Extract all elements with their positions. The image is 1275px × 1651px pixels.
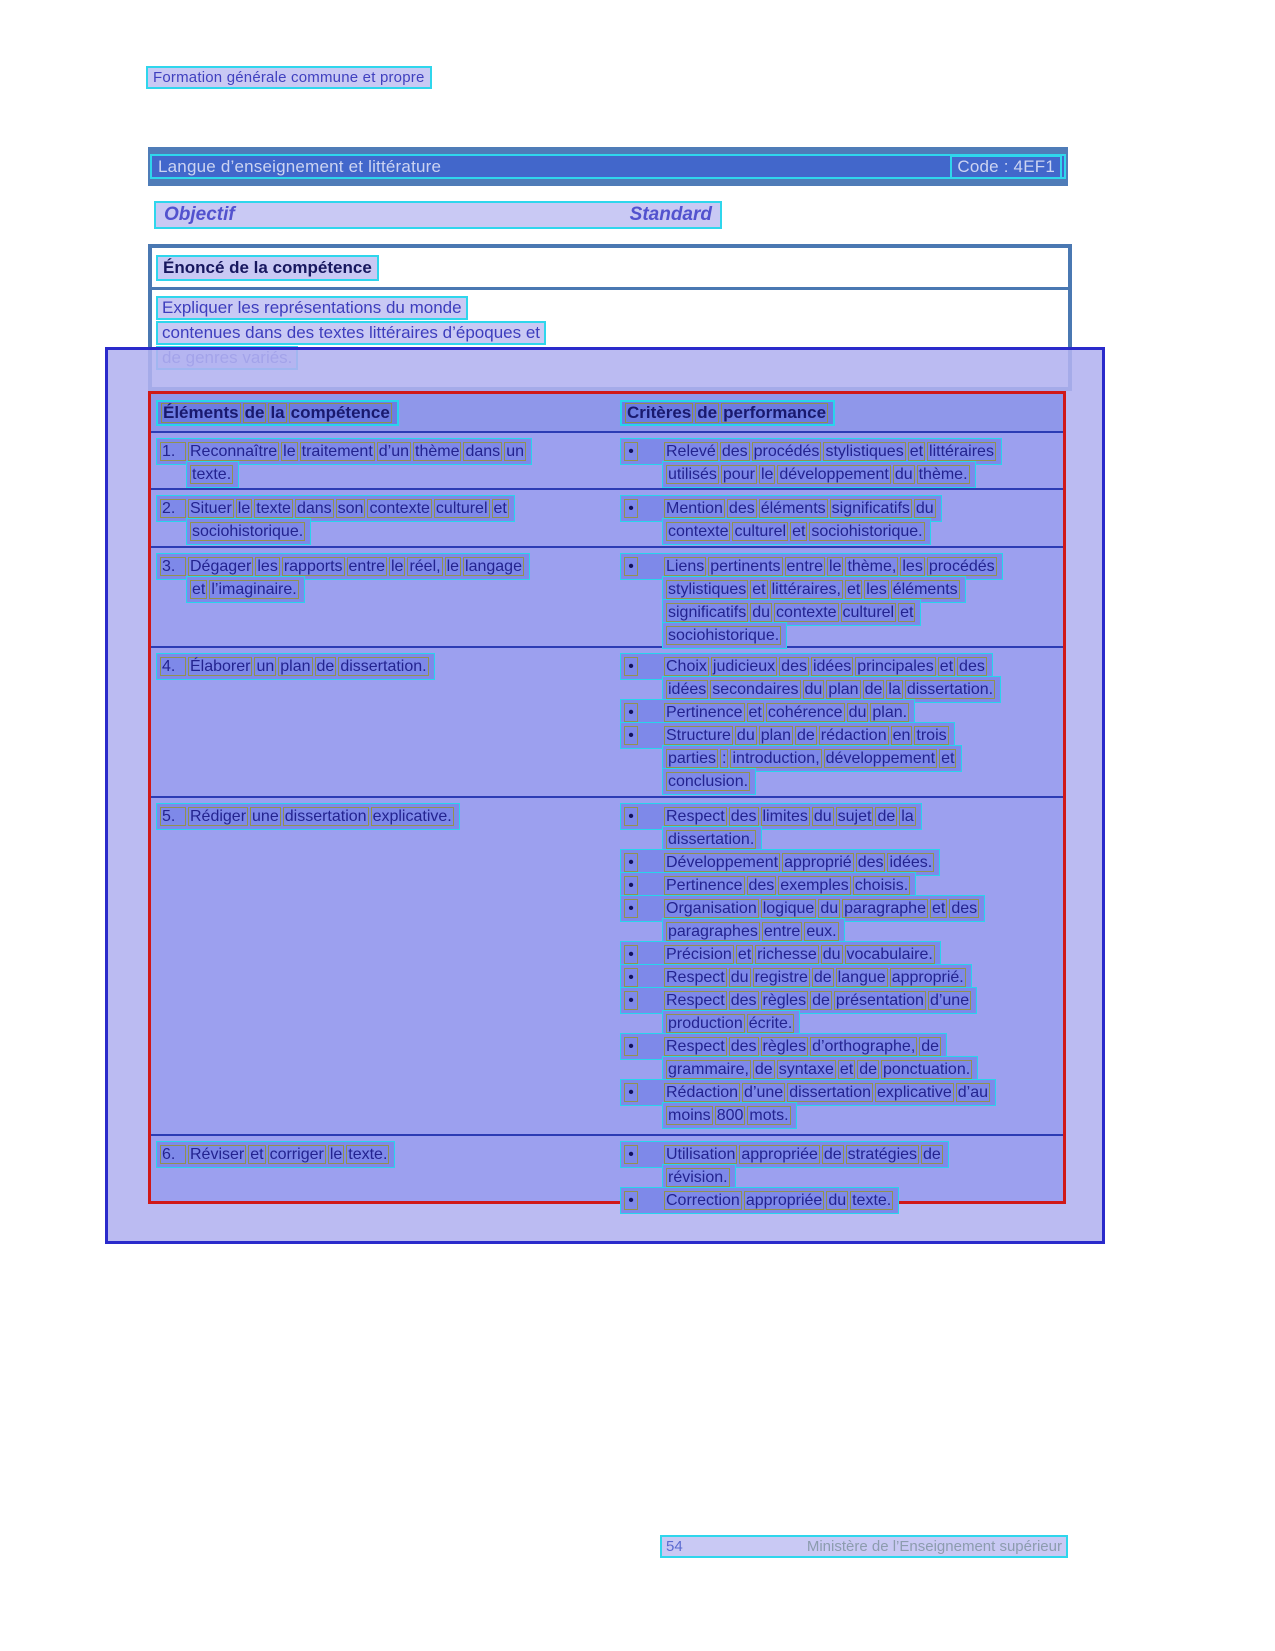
word: d’une	[929, 992, 970, 1009]
criteria-line-wrap	[620, 495, 1063, 518]
word: le	[283, 443, 296, 460]
word: du	[822, 946, 841, 963]
word: trois	[916, 727, 947, 744]
item-number: 3.	[160, 557, 186, 576]
word: conclusion.	[668, 773, 749, 790]
word: stylistiques	[825, 443, 904, 460]
word: et	[748, 704, 762, 721]
word: la	[901, 808, 914, 825]
word: pour	[722, 466, 755, 483]
criteria-line-wrap	[620, 964, 1063, 987]
word: Respect	[666, 969, 725, 986]
bullet-icon: •	[624, 1083, 638, 1102]
word: utilisés	[668, 466, 717, 483]
element-line	[156, 653, 435, 680]
word: un	[256, 658, 275, 675]
criteria-line-wrap	[620, 438, 1063, 461]
word: corriger	[269, 1146, 324, 1163]
word: de	[813, 969, 832, 986]
word: Liens	[666, 558, 705, 575]
bullet-icon: •	[624, 1191, 638, 1210]
word: culturel	[435, 500, 488, 517]
criteria-line-wrap	[620, 722, 1063, 745]
word: de	[812, 992, 830, 1009]
word: thème,	[847, 558, 897, 575]
word: plan	[760, 727, 791, 744]
word: sujet	[837, 808, 872, 825]
criteria-line	[662, 622, 787, 649]
word: explicative	[877, 1084, 952, 1101]
word: et	[792, 523, 806, 540]
word: une	[252, 808, 279, 825]
bullet-icon: •	[624, 1145, 638, 1164]
criteria-line	[620, 1187, 899, 1214]
bullet-icon: •	[624, 807, 638, 826]
word: limites	[762, 808, 808, 825]
word: idées.	[889, 854, 933, 871]
word: et	[939, 658, 954, 675]
word: l’imaginaire.	[211, 581, 297, 598]
word: Dégager	[190, 558, 252, 575]
word: 800	[716, 1107, 744, 1124]
word: développement	[825, 750, 936, 767]
criteria-line-wrap	[620, 1033, 1063, 1056]
word: texte	[256, 500, 291, 517]
word: du	[736, 727, 755, 744]
enonce-line: contenues dans des textes littéraires d’époques et	[156, 321, 546, 345]
word: Mention	[666, 500, 723, 517]
word: du	[820, 900, 839, 917]
word: appropriée	[745, 1192, 823, 1209]
word: la	[270, 402, 285, 422]
word: révision.	[668, 1169, 728, 1186]
word: littéraires,	[771, 581, 841, 598]
word: le	[760, 466, 774, 483]
word: paragraphe	[844, 900, 926, 917]
word: appropriée	[741, 1146, 818, 1163]
table-row	[151, 1134, 1063, 1210]
word: dissertation.	[340, 658, 427, 675]
section-title: Langue d’enseignement et littérature	[158, 156, 442, 176]
word: culturel	[734, 523, 787, 540]
element-cell	[151, 438, 618, 488]
element-cell	[151, 803, 618, 1134]
criteria-cell	[618, 653, 1063, 796]
enonce-line: Expliquer les représentations du monde	[156, 296, 468, 320]
word: Relevé	[666, 443, 716, 460]
criteria-line-wrap	[620, 803, 1063, 826]
word: Réviser	[190, 1146, 245, 1163]
word: présentation	[835, 992, 924, 1009]
criteria-line-wrap	[662, 745, 1063, 768]
word: du	[848, 704, 867, 721]
element-cell	[151, 553, 618, 646]
table-row	[151, 431, 1063, 488]
word: de	[697, 402, 718, 422]
criteria-line-wrap	[620, 941, 1063, 964]
word: Critères	[627, 402, 692, 422]
word: d’un	[378, 443, 410, 460]
criteria-line	[662, 768, 756, 795]
word: des	[781, 658, 807, 675]
criteria-cell	[618, 438, 1063, 488]
word: Organisation	[666, 900, 757, 917]
word: les	[866, 581, 887, 598]
word: eux.	[806, 923, 837, 940]
word: texte.	[192, 466, 232, 483]
word: secondaires	[712, 681, 799, 698]
document-category-label: Formation générale commune et propre	[146, 66, 432, 89]
word: mots.	[749, 1107, 789, 1124]
table-rows	[151, 431, 1063, 1210]
bullet-icon: •	[624, 499, 638, 518]
element-line	[156, 1141, 395, 1168]
word: dissertation	[284, 808, 367, 825]
word: stylistiques	[668, 581, 747, 598]
word: contexte	[369, 500, 430, 517]
word: de	[754, 1061, 773, 1078]
item-number: 2.	[160, 499, 186, 518]
word: et	[839, 1061, 854, 1078]
word: Développement	[666, 854, 779, 871]
word: et	[192, 581, 206, 598]
word: de	[796, 727, 815, 744]
objectif-standard-strip	[154, 201, 722, 229]
word: traitement	[301, 443, 373, 460]
bullet-icon: •	[624, 853, 638, 872]
word: de	[244, 402, 265, 422]
criteria-line-wrap	[662, 461, 1063, 484]
bullet-icon: •	[624, 442, 638, 461]
bullet-icon: •	[624, 557, 638, 576]
ministry-label: Ministère de l’Enseignement supérieur	[806, 1538, 1062, 1555]
word: Utilisation	[666, 1146, 736, 1163]
criteria-line	[662, 1102, 797, 1129]
criteres-header-cell	[618, 400, 1063, 426]
word: le	[828, 558, 842, 575]
word: grammaire,	[668, 1061, 749, 1078]
word: entre	[786, 558, 823, 575]
bullet-icon: •	[624, 945, 638, 964]
word: choisis.	[854, 877, 909, 894]
standard-label: Standard	[629, 204, 712, 225]
word: un	[506, 443, 524, 460]
bullet-icon: •	[624, 703, 638, 722]
word: des	[748, 877, 775, 894]
word: et	[900, 604, 914, 621]
word: le	[391, 558, 404, 575]
section-header-line	[150, 154, 1066, 179]
word: plan	[280, 658, 311, 675]
word: moins	[668, 1107, 711, 1124]
word: texte.	[348, 1146, 388, 1163]
word: significatifs	[668, 604, 747, 621]
word: les	[902, 558, 923, 575]
word: éléments	[892, 581, 958, 598]
word: Rédiger	[190, 808, 247, 825]
word: de	[316, 658, 335, 675]
word: sociohistorique.	[668, 627, 780, 644]
word: des	[721, 443, 748, 460]
item-number: 6.	[160, 1145, 186, 1164]
table-row	[151, 796, 1063, 1134]
word: vocabulaire.	[846, 946, 933, 963]
word: et	[737, 946, 752, 963]
word: sociohistorique.	[192, 523, 304, 540]
word: des	[951, 900, 978, 917]
criteria-line	[662, 518, 931, 545]
word: idées	[812, 658, 852, 675]
criteria-line-wrap	[620, 987, 1063, 1010]
word: dissertation.	[906, 681, 994, 698]
bullet-icon: •	[624, 991, 638, 1010]
word: règles	[762, 1038, 807, 1055]
word: son	[337, 500, 364, 517]
word: judicieux	[712, 658, 776, 675]
word: règles	[762, 992, 807, 1009]
word: Élaborer	[190, 658, 251, 675]
word: rapports	[283, 558, 343, 575]
criteria-line-wrap	[662, 576, 1063, 599]
word: des	[730, 1038, 757, 1055]
word: des	[730, 808, 757, 825]
criteria-cell	[618, 803, 1063, 1134]
elements-header	[156, 400, 399, 426]
word: Rédaction	[666, 1084, 739, 1101]
word: du	[813, 808, 832, 825]
word: de	[921, 1038, 940, 1055]
criteria-line-wrap	[620, 1079, 1063, 1102]
page-footer	[660, 1535, 1068, 1558]
word: réel,	[409, 558, 441, 575]
bullet-icon: •	[624, 726, 638, 745]
word: d’une	[744, 1084, 784, 1101]
word: performance	[723, 402, 827, 422]
word: Respect	[666, 808, 725, 825]
word: de	[923, 1146, 941, 1163]
element-line	[186, 518, 311, 545]
word: et	[250, 1146, 264, 1163]
bullet-icon: •	[624, 968, 638, 987]
word: exemples	[780, 877, 849, 894]
word: du	[804, 681, 823, 698]
word: du	[915, 500, 934, 517]
word: richesse	[757, 946, 817, 963]
course-code: Code : 4EF1	[950, 155, 1062, 179]
word: du	[730, 969, 749, 986]
criteria-line-wrap	[662, 518, 1063, 541]
word: écrite.	[748, 1015, 793, 1032]
word: du	[752, 604, 771, 621]
word: stratégies	[847, 1146, 918, 1163]
word: pertinents	[710, 558, 781, 575]
criteria-line-wrap	[662, 676, 1063, 699]
criteria-line-wrap	[662, 599, 1063, 622]
word: principales	[857, 658, 934, 675]
word: dans	[465, 443, 501, 460]
element-cell	[151, 1141, 618, 1210]
criteria-line-wrap	[620, 1187, 1063, 1210]
word: développement	[779, 466, 889, 483]
word: introduction,	[732, 750, 820, 767]
word: explicative.	[372, 808, 452, 825]
word: plan	[828, 681, 859, 698]
section-header-bar	[148, 147, 1068, 186]
bullet-icon: •	[624, 876, 638, 895]
word: et	[752, 581, 766, 598]
word: le	[237, 500, 251, 517]
word: paragraphes	[668, 923, 758, 940]
word: de	[864, 681, 883, 698]
enonce-title-row	[152, 248, 1068, 290]
word: du	[894, 466, 913, 483]
word: littéraires	[929, 443, 994, 460]
word: et	[941, 750, 955, 767]
word: Précision	[666, 946, 732, 963]
word: la	[888, 681, 901, 698]
element-line-wrap	[156, 803, 618, 826]
word: contexte	[776, 604, 837, 621]
criteria-line-wrap	[620, 872, 1063, 895]
word: significatifs	[831, 500, 910, 517]
criteria-line	[662, 461, 976, 488]
word: dissertation	[789, 1084, 872, 1101]
competence-table	[148, 391, 1066, 1209]
word: le	[446, 558, 460, 575]
word: production	[668, 1015, 743, 1032]
element-cell	[151, 495, 618, 546]
word: du	[828, 1192, 847, 1209]
element-line	[186, 576, 305, 603]
word: ponctuation.	[882, 1061, 971, 1078]
word: des	[728, 500, 755, 517]
table-row	[151, 646, 1063, 796]
word: Choix	[666, 658, 707, 675]
elements-header-cell	[151, 400, 618, 426]
criteria-cell	[618, 495, 1063, 546]
word: Situer	[190, 500, 232, 517]
objectif-label: Objectif	[164, 204, 235, 225]
word: de	[823, 1146, 842, 1163]
word: des	[857, 854, 884, 871]
word: approprié	[784, 854, 852, 871]
criteria-line-wrap	[620, 553, 1063, 576]
criteria-line-wrap	[620, 1141, 1063, 1164]
table-row	[151, 546, 1063, 646]
element-line-wrap	[156, 553, 618, 576]
word: les	[257, 558, 278, 575]
word: approprié.	[891, 969, 964, 986]
word: le	[329, 1146, 343, 1163]
word: des	[959, 658, 985, 675]
criteria-line-wrap	[620, 895, 1063, 918]
word: thème.	[918, 466, 968, 483]
word: et	[931, 900, 946, 917]
word: et	[493, 500, 507, 517]
word: procédés	[753, 443, 820, 460]
word: registre	[754, 969, 808, 986]
word: et	[909, 443, 924, 460]
element-line-wrap	[156, 495, 618, 518]
word: langage	[465, 558, 522, 575]
word: en	[892, 727, 911, 744]
element-line-wrap	[156, 653, 618, 676]
word: Pertinence	[666, 877, 743, 894]
word: de	[859, 1061, 877, 1078]
word: et	[846, 581, 861, 598]
word: Reconnaître	[190, 443, 278, 460]
enonce-title: Énoncé de la compétence	[156, 255, 379, 281]
element-line-wrap	[156, 438, 618, 461]
word: entre	[763, 923, 801, 940]
word: culturel	[842, 604, 895, 621]
word: compétence	[290, 402, 390, 422]
word: rédaction	[820, 727, 887, 744]
item-number: 4.	[160, 657, 186, 676]
word: Respect	[666, 1038, 725, 1055]
criteria-cell	[618, 1141, 1063, 1210]
word: Pertinence	[666, 704, 743, 721]
word: sociohistorique.	[811, 523, 923, 540]
word: d’orthographe,	[812, 1038, 916, 1055]
element-line	[156, 803, 460, 830]
item-number: 5.	[160, 807, 186, 826]
word: Respect	[666, 992, 725, 1009]
word: plan.	[872, 704, 908, 721]
word: cohérence	[767, 704, 843, 721]
word: de	[877, 808, 896, 825]
criteres-header	[620, 400, 835, 426]
criteria-cell	[618, 553, 1063, 646]
word: dissertation.	[668, 831, 755, 848]
word: d’au	[957, 1084, 988, 1101]
criteria-line-wrap	[620, 849, 1063, 872]
word: parties	[668, 750, 717, 767]
word: Correction	[666, 1192, 740, 1209]
page-number: 54	[666, 1538, 683, 1555]
word: des	[730, 992, 757, 1009]
bullet-icon: •	[624, 1037, 638, 1056]
word: éléments	[760, 500, 826, 517]
word: :	[722, 750, 727, 767]
word: syntaxe	[778, 1061, 834, 1078]
word: Structure	[666, 727, 731, 744]
bullet-icon: •	[624, 899, 638, 918]
bullet-icon: •	[624, 657, 638, 676]
word: dans	[296, 500, 332, 517]
element-cell	[151, 653, 618, 796]
word: thème	[415, 443, 460, 460]
word: logique	[762, 900, 815, 917]
element-line	[186, 461, 239, 488]
word: Éléments	[163, 402, 239, 422]
element-line-wrap	[156, 1141, 618, 1164]
word: procédés	[928, 558, 995, 575]
criteria-line-wrap	[662, 1056, 1063, 1079]
word: entre	[348, 558, 385, 575]
word: contexte	[668, 523, 729, 540]
table-header-row	[151, 394, 1063, 431]
criteria-line-wrap	[620, 653, 1063, 676]
item-number: 1.	[160, 442, 186, 461]
table-row	[151, 488, 1063, 546]
word: texte.	[852, 1192, 892, 1209]
word: idées	[668, 681, 707, 698]
word: langue	[837, 969, 886, 986]
